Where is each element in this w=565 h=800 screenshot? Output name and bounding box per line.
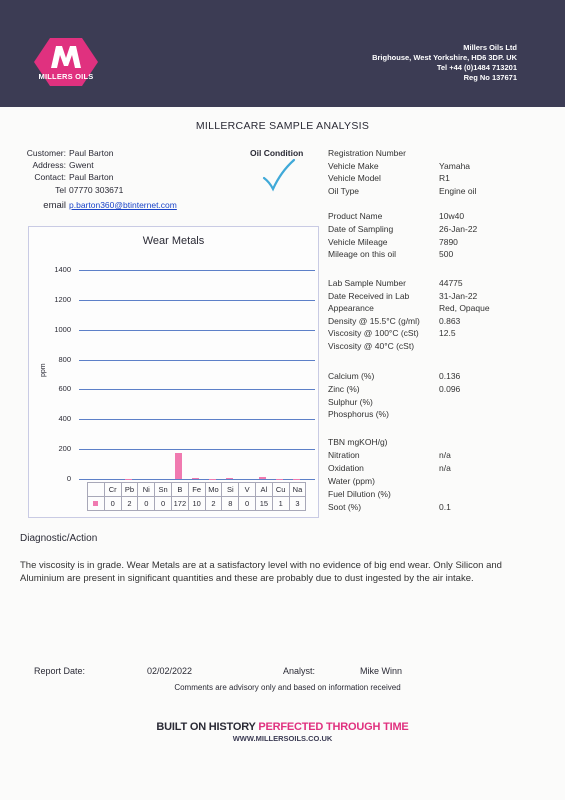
spec-label: Oxidation: [328, 463, 364, 473]
footer-tagline: [0, 721, 565, 733]
spec-row: [328, 489, 391, 499]
y-tick-label: 600: [58, 384, 71, 394]
spec-row: [328, 290, 478, 301]
bar-si: [226, 478, 233, 479]
spec-row: [328, 315, 461, 326]
company-tel: Tel +44 (0)1484 713201: [436, 63, 517, 72]
category-cell: Cu: [272, 483, 289, 497]
spec-row: [328, 328, 456, 338]
contact-label: Contact:: [34, 172, 66, 183]
report-date-label: Report Date:: [34, 666, 86, 676]
spec-label: Sulphur (%): [328, 396, 373, 407]
value-cell: 8: [222, 497, 239, 511]
value-cell: 0: [104, 497, 121, 511]
checkmark-icon: [258, 158, 298, 194]
spec-row: [328, 303, 490, 313]
address-value: Gwent: [69, 160, 94, 171]
category-cell: Na: [289, 483, 306, 497]
spec-label: Lab Sample Number: [328, 278, 406, 288]
spec-label: Mileage on this oil: [328, 249, 397, 259]
gridline: [79, 419, 315, 420]
spec-row: [328, 211, 465, 221]
company-location: Brighouse, West Yorkshire, HD6 3DP. UK: [372, 53, 517, 62]
chart-title: Wear Metals: [142, 235, 205, 247]
spec-value: R1: [439, 173, 450, 183]
spec-value: 0.1: [439, 502, 451, 512]
value-cell: 2: [121, 497, 138, 511]
spec-row: [328, 249, 454, 259]
value-cell: 2: [205, 497, 222, 511]
category-cell: Ni: [138, 483, 155, 497]
spec-label: Soot (%): [328, 502, 362, 512]
y-tick-label: 0: [66, 474, 71, 483]
bar-b: [175, 453, 182, 479]
spec-row: [328, 148, 406, 158]
spec-value: 44775: [439, 278, 463, 288]
spec-row: [328, 371, 461, 381]
diagnostic-title: Diagnostic/Action: [20, 533, 98, 544]
spec-value: 0.136: [439, 371, 461, 381]
spec-row: [328, 224, 478, 234]
company-reg: Reg No 137671: [463, 73, 517, 82]
category-cell: B: [171, 483, 188, 497]
report-date-value: 02/02/2022: [147, 666, 193, 676]
value-cell: 0: [239, 497, 256, 511]
spec-row: [328, 502, 451, 512]
spec-label: Phosphorus (%): [328, 409, 389, 419]
spec-row: [328, 409, 389, 419]
legend-swatch: [93, 501, 98, 506]
spec-value: 31-Jan-22: [439, 290, 478, 301]
gridline: [79, 449, 315, 450]
company-address: [372, 43, 517, 83]
customer-label: Customer:: [26, 148, 66, 158]
spec-value: n/a: [439, 463, 451, 473]
value-cell: 15: [255, 497, 272, 511]
address-label: Address:: [32, 160, 66, 171]
tel-value: 07770 303671: [69, 184, 124, 195]
spec-row: [328, 173, 450, 183]
page-title: MILLERCARE SAMPLE ANALYSIS: [195, 120, 370, 132]
spec-label: Vehicle Model: [328, 173, 381, 183]
analyst-value: Mike Winn: [360, 666, 403, 676]
wear-metals-chart: [28, 226, 319, 518]
email-label: email: [43, 199, 66, 211]
category-cell: Fe: [188, 483, 205, 497]
spec-label: Vehicle Mileage: [328, 236, 388, 247]
category-cell: Mo: [205, 483, 222, 497]
spec-value: Yamaha: [439, 160, 471, 171]
spec-label: Viscosity @ 100°C (cSt): [328, 328, 419, 338]
value-cell: 1: [272, 497, 289, 511]
spec-value: 0.096: [439, 384, 461, 394]
value-cell: 10: [188, 497, 205, 511]
gridline: [79, 270, 315, 271]
logo-wordmark: MILLERS OILS: [38, 72, 94, 81]
spec-value: n/a: [439, 450, 451, 460]
spec-value: Red, Opaque: [439, 303, 490, 313]
y-tick-label: 800: [58, 354, 71, 364]
spec-label: Zinc (%): [328, 384, 360, 394]
spec-row: [328, 160, 471, 171]
spec-label: Oil Type: [328, 185, 360, 196]
spec-label: Vehicle Make: [328, 160, 379, 171]
spec-value: 26-Jan-22: [439, 224, 478, 234]
y-tick-label: 1400: [54, 265, 71, 274]
gridline: [79, 300, 315, 301]
category-cell: Si: [222, 483, 239, 497]
gridline: [79, 360, 315, 361]
gridline: [79, 389, 315, 390]
category-row: [88, 483, 306, 497]
spec-label: Viscosity @ 40°C (cSt): [328, 340, 415, 351]
category-cell: Pb: [121, 483, 138, 497]
spec-label: Water (ppm): [328, 476, 375, 486]
plot-area: [29, 227, 318, 517]
legend-key: [88, 497, 105, 511]
customer-block: [0, 147, 177, 212]
category-cell: Al: [255, 483, 272, 497]
spec-row: [328, 450, 451, 460]
spec-value: 10w40: [439, 211, 465, 221]
bar-fe: [192, 478, 199, 479]
spec-label: Date Received in Lab: [328, 290, 410, 301]
y-tick-label: 200: [58, 444, 71, 454]
footer-url[interactable]: WWW.MILLERSOILS.CO.UK: [232, 734, 333, 743]
advisory-note: Comments are advisory only and based on information received: [174, 683, 401, 692]
legend-blank-cell: [88, 483, 105, 497]
spec-label: Appearance: [328, 303, 374, 313]
spec-value: 12.5: [439, 328, 456, 338]
spec-value: 500: [439, 249, 454, 259]
data-table: [87, 482, 306, 511]
spec-label: Registration Number: [328, 148, 406, 158]
analyst-label: Analyst:: [283, 666, 316, 676]
spec-row: [328, 341, 414, 351]
value-cell: 172: [171, 497, 188, 511]
spec-row: [328, 236, 458, 247]
spec-value: 7890: [439, 236, 458, 247]
spec-label: TBN mgKOH/g): [328, 437, 388, 447]
spec-row: [328, 278, 463, 288]
spec-row: [328, 397, 373, 407]
value-cell: 3: [289, 497, 306, 511]
y-tick-label: 400: [58, 414, 71, 424]
tel-label: Tel: [55, 184, 66, 195]
email-link[interactable]: p.barton360@btinternet.com: [69, 199, 177, 210]
value-cell: 0: [155, 497, 172, 511]
category-cell: Cr: [104, 483, 121, 497]
customer-value: Paul Barton: [69, 148, 114, 158]
gridline: [79, 479, 315, 480]
spec-row: [328, 476, 375, 486]
spec-label: Product Name: [328, 211, 383, 221]
bar-al: [259, 477, 266, 479]
diagnostic-text: The viscosity is in grade. Wear Metals are at a satisfactory level with no evidence of big end wear. Only Silicon and Aluminium are present in significant quantities and these are probably due to dust ingested by the air intake.: [20, 560, 502, 584]
spec-value: Engine oil: [439, 185, 477, 196]
value-cell: 0: [138, 497, 155, 511]
spec-label: Nitration: [328, 450, 360, 460]
category-cell: Sn: [155, 483, 172, 497]
spec-row: [328, 437, 388, 447]
spec-label: Fuel Dilution (%): [328, 489, 391, 499]
tagline-part-b: PERFECTED THROUGH TIME: [258, 721, 409, 733]
y-tick-label: 1000: [54, 324, 71, 334]
contact-value: Paul Barton: [69, 172, 114, 183]
value-row: [88, 497, 306, 511]
spec-value: 0.863: [439, 315, 461, 326]
spec-row: [328, 463, 451, 473]
spec-label: Date of Sampling: [328, 224, 394, 234]
category-cell: V: [239, 483, 256, 497]
gridline: [79, 330, 315, 331]
spec-row: [328, 185, 477, 196]
oil-condition-label: Oil Condition: [250, 148, 304, 158]
company-name: Millers Oils Ltd: [463, 43, 517, 52]
y-tick-label: 1200: [54, 294, 71, 304]
tagline-part-a: BUILT ON HISTORY: [156, 721, 256, 733]
y-axis-label: ppm: [40, 363, 47, 377]
spec-row: [328, 384, 461, 394]
spec-label: Calcium (%): [328, 371, 375, 381]
spec-label: Density @ 15.5°C (g/ml): [328, 315, 420, 326]
